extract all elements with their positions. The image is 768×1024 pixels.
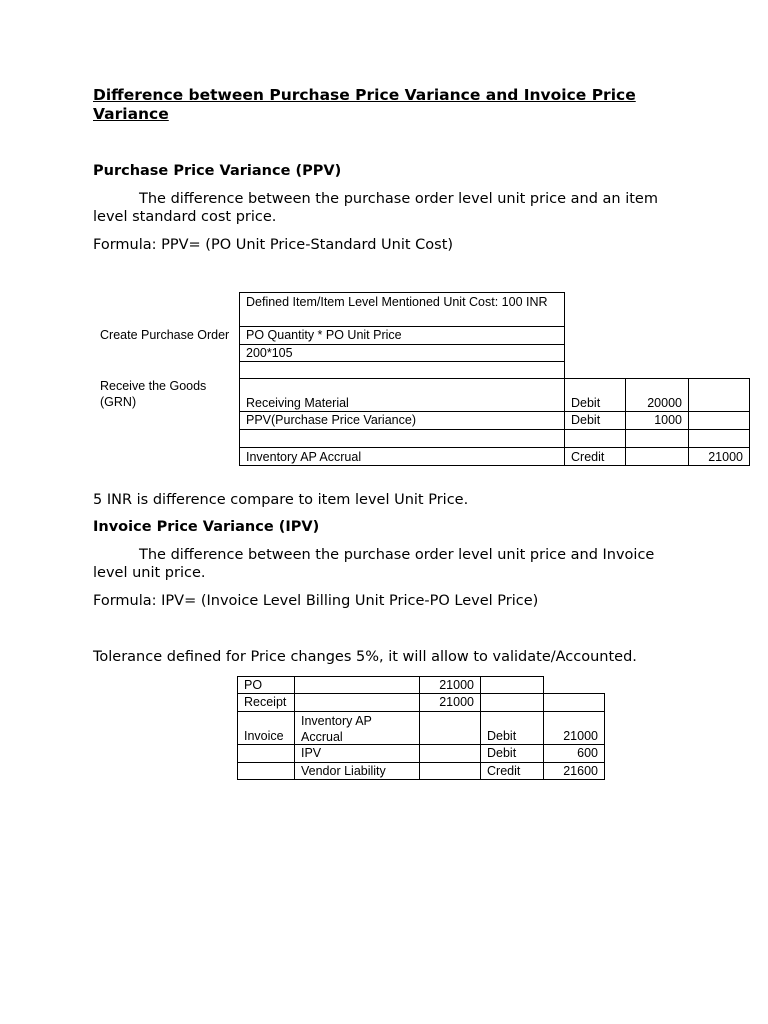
calc-cell: 200*105 [239,344,565,362]
accrual-debit-cell [625,447,689,466]
receiving-type-cell [564,378,626,412]
invoice-type: Debit [487,729,517,743]
receipt-blank-cell [543,693,605,712]
blank-row-cell [564,429,626,448]
blank-row-cell [688,429,750,448]
ipv-description: The difference between the purchase order level unit price and Invoice level unit price. [93,547,655,581]
po-blank-cell [294,676,420,694]
accrual-type: Credit [571,450,605,464]
invoice-account-cell: Inventory AP Accrual [294,711,420,745]
receipt-blank-cell [294,693,420,712]
accrual-type-cell [564,447,626,466]
accrual-name: Inventory AP Accrual [246,450,362,464]
receiving-type: Debit [571,396,601,410]
receipt-blank-cell [480,693,544,712]
ppv-row-type-cell: Debit [564,411,626,430]
ipv-amount-cell: 600 [543,744,605,763]
vendor-type-cell: Credit [480,762,544,780]
ppv-row-name-cell: PPV(Purchase Price Variance) [239,411,565,430]
receive-goods-label: Receive the Goods (GRN) [100,379,207,409]
vendor-account-cell: Vendor Liability [294,762,420,780]
invoice-label-cell [237,711,295,745]
blank-row-cell [239,429,565,448]
receipt-value-cell: 21000 [419,693,481,712]
empty-cell [239,361,565,379]
tolerance-note: Tolerance defined for Price changes 5%, it will allow to validate/Accounted. [93,649,637,665]
ppv-description: The difference between the purchase order level unit price and an item level standard cost price. [93,191,658,225]
ipv-formula: Formula: IPV= (Invoice Level Billing Unit Price-PO Level Price) [93,593,539,609]
po-quantity-cell: PO Quantity * PO Unit Price [239,326,565,345]
ipv-heading: Invoice Price Variance (IPV) [93,519,320,535]
ppv-heading: Purchase Price Variance (PPV) [93,163,342,179]
ppv-formula: Formula: PPV= (PO Unit Price-Standard Unit Cost) [93,237,454,253]
receiving-material-name: Receiving Material [246,396,349,410]
po-value-cell: 21000 [419,676,481,694]
receiving-credit-cell [688,378,750,412]
ipv-blank-cell [237,744,295,763]
invoice-amount-cell [543,711,605,745]
invoice-label: Invoice [244,729,284,743]
vendor-blank-cell [237,762,295,780]
po-label-cell: PO [237,676,295,694]
invoice-amount: 21000 [563,729,598,743]
receiving-material-cell [239,378,565,412]
accrual-credit: 21000 [708,450,743,464]
page-title: Difference between Purchase Price Variance and Invoice Price Variance [93,86,636,123]
vendor-blank-cell [419,762,481,780]
ppv-row-credit-cell [688,411,750,430]
invoice-blank-cell [419,711,481,745]
ipv-account-cell: IPV [294,744,420,763]
ppv-row-debit-cell: 1000 [625,411,689,430]
accrual-name-cell [239,447,565,466]
create-po-label: Create Purchase Order [100,328,230,342]
blank-row-cell [625,429,689,448]
ipv-type-cell: Debit [480,744,544,763]
ipv-blank-cell [419,744,481,763]
receipt-label-cell: Receipt [237,693,295,712]
receiving-debit-cell [625,378,689,412]
accrual-credit-cell [688,447,750,466]
ppv-note: 5 INR is difference compare to item level Unit Price. [93,492,469,508]
defined-unit-cost-cell: Defined Item/Item Level Mentioned Unit Cost: 100 INR [239,292,565,327]
po-blank-cell [480,676,544,694]
vendor-amount-cell: 21600 [543,762,605,780]
invoice-type-cell [480,711,544,745]
receiving-debit: 20000 [647,396,682,410]
